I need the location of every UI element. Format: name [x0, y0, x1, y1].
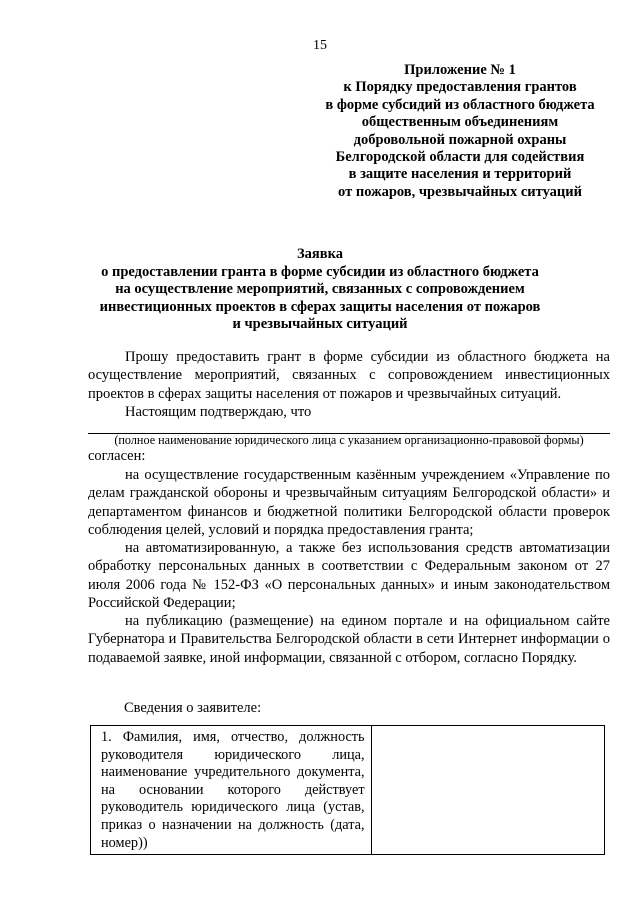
request-paragraph: Прошу предоставить грант в форме субсидии из областного бюджета на осуществление мероприятий, связанных с сопровождением инвестиционных проектов в сферах защиты населения от пожаров и чрезвычайных ситуаций.: [88, 349, 610, 402]
table-cell-value: [371, 726, 604, 855]
title-line: инвестиционных проектов в сферах защиты населения от пожаров: [99, 298, 541, 315]
appendix-header: [300, 62, 620, 201]
confirm-paragraph: Настоящим подтверждаю, что: [125, 404, 312, 420]
legal-name-caption: (полное наименование юридического лица с указанием организационно-правовой формы): [114, 433, 584, 447]
appendix-line: в защите населения и территорий: [348, 166, 572, 183]
table-cell-label: [91, 726, 372, 855]
appendix-line: от пожаров, чрезвычайных ситуаций: [338, 183, 582, 200]
appendix-line: Белгородской области для содействия: [335, 149, 585, 166]
row-label-text: 1. Фамилия, имя, отчество, должность руководителя юридического лица, наименование учредительного документа, на основании которого действует руководитель юридического лица (устав, приказ о назначении на должность (дата, номер)): [101, 729, 365, 851]
title-line: Заявка: [297, 246, 343, 262]
publication-consent-paragraph: на публикацию (размещение) на едином портале и на официальном сайте Губернатора и Правительства Белгородской области в сети Интернет информации о подаваемой заявке, иной информации, связанной с отбором, согласно Порядку.: [88, 613, 610, 666]
title-line: на осуществление мероприятий, связанных с сопровождением: [115, 281, 525, 298]
inspection-consent-paragraph: на осуществление государственным казённым учреждением «Управление по делам гражданской обороны и чрезвычайным ситуациям Белгородской области» и департаментом финансов и бюджетной политики Белгородской области проверок соблюдения целей, условий и порядка предоставления гранта;: [88, 467, 610, 538]
appendix-line: общественным объединениям: [361, 114, 559, 131]
appendix-line: Приложение № 1: [404, 62, 516, 78]
page-number: 15: [313, 38, 327, 53]
agreed-paragraph: согласен:: [88, 448, 146, 464]
title-line: и чрезвычайных ситуаций: [232, 316, 408, 333]
title-line: о предоставлении гранта в форме субсидии из областного бюджета: [101, 263, 539, 280]
applicant-info-table: [90, 725, 605, 855]
applicant-info-label: Сведения о заявителе:: [124, 700, 262, 716]
appendix-line: к Порядку предоставления грантов: [343, 79, 577, 96]
application-title: [60, 246, 580, 334]
appendix-line: в форме субсидий из областного бюджета: [325, 96, 595, 113]
table-row: [91, 726, 605, 855]
appendix-line: добровольной пожарной охраны: [353, 131, 567, 148]
personal-data-consent-paragraph: на автоматизированную, а также без использования средств автоматизации обработку персональных данных в соответствии с Федеральным законом от 27 июля 2006 года № 152-ФЗ «О персональных данных» и иным законодательством Российской Федерации;: [88, 540, 610, 611]
